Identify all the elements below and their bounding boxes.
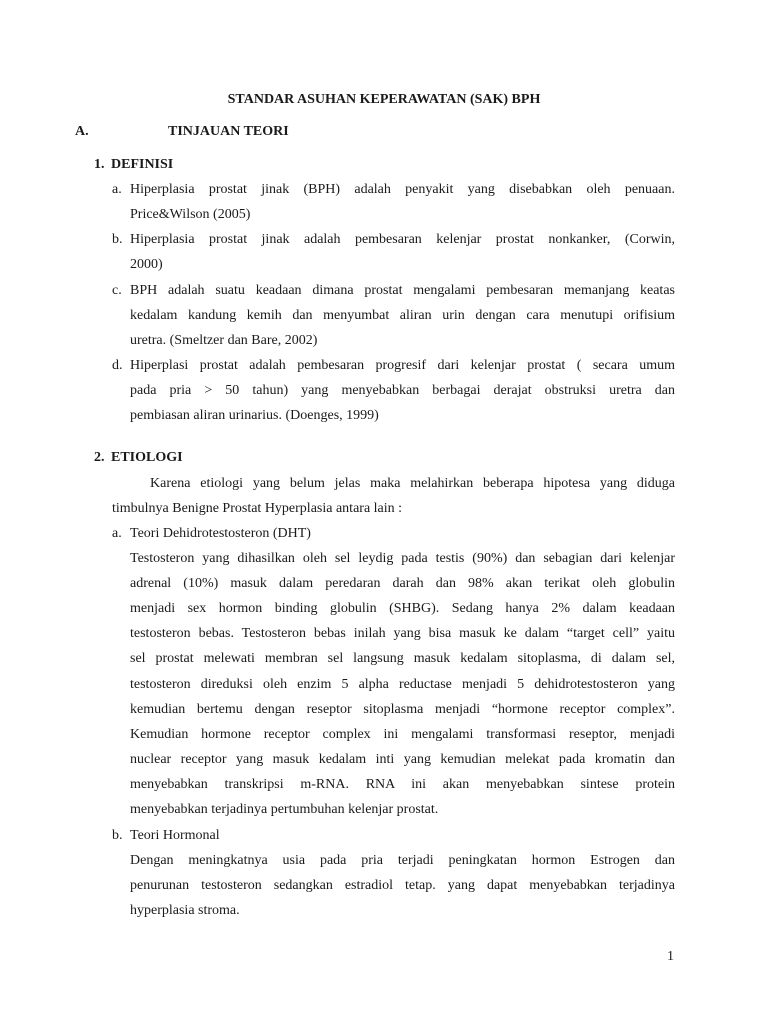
definisi-b-line-1: Hiperplasia prostat jinak adalah pembesaran kelenjar prostat nonkanker, (Corwin, [130, 232, 675, 247]
definisi-b-marker: b. [112, 232, 123, 247]
teori-dht-line-10: menyebabkan transkripsi m-RNA. RNA ini akan menyebabkan sintese protein [130, 777, 675, 792]
teori-dht-line-4: testosteron bebas. Testosteron bebas inilah yang bisa masuk ke dalam “target cell” yaitu [130, 626, 675, 641]
definisi-c-line-1: BPH adalah suatu keadaan dimana prostat mengalami pembesaran memanjang keatas [130, 283, 675, 298]
subsection-2-marker: 2. [94, 450, 105, 465]
definisi-a-line-1: Hiperplasia prostat jinak (BPH) adalah penyakit yang disebabkan oleh penuaan. [130, 182, 675, 197]
teori-dht-line-2: adrenal (10%) masuk dalam peredaran darah dan 98% akan terikat oleh globulin [130, 576, 675, 591]
teori-hormonal-line-1: Dengan meningkatnya usia pada pria terjadi peningkatan hormon Estrogen dan [130, 853, 675, 868]
teori-hormonal-marker: b. [112, 828, 123, 843]
teori-dht-line-1: Testosteron yang dihasilkan oleh sel leydig pada testis (90%) dan sebagian dari kelenjar [130, 551, 675, 566]
teori-hormonal-heading: Teori Hormonal [130, 828, 220, 843]
definisi-d-line-3: pembiasan aliran urinarius. (Doenges, 1999) [130, 408, 379, 423]
definisi-b-line-2: 2000) [130, 257, 163, 272]
teori-dht-line-5: sel prostat melewati membran sel langsung masuk kedalam sitoplasma, di dalam sel, [130, 651, 675, 666]
definisi-a-marker: a. [112, 182, 122, 197]
definisi-c-line-2: kedalam kandung kemih dan menyumbat aliran urin dengan cara menutupi orifisium [130, 308, 675, 323]
definisi-a-line-2: Price&Wilson (2005) [130, 207, 251, 222]
teori-dht-line-3: menjadi sex hormon binding globulin (SHBG). Sedang hanya 2% dalam keadaan [130, 601, 675, 616]
definisi-d-line-1: Hiperplasi prostat adalah pembesaran progresif dari kelenjar prostat ( secara umum [130, 358, 675, 373]
subsection-2-heading: ETIOLOGI [111, 450, 183, 465]
teori-dht-heading: Teori Dehidrotestosteron (DHT) [130, 526, 311, 541]
etiologi-intro-line-2: timbulnya Benigne Prostat Hyperplasia antara lain : [112, 501, 403, 516]
page-number: 1 [667, 949, 674, 964]
definisi-c-line-3: uretra. (Smeltzer dan Bare, 2002) [130, 333, 318, 348]
section-a-marker: A. [75, 124, 89, 139]
teori-hormonal-line-2: penurunan testosteron sedangkan estradiol tetap. yang dapat menyebabkan terjadinya [130, 878, 675, 893]
etiologi-intro-line-1: Karena etiologi yang belum jelas maka melahirkan beberapa hipotesa yang diduga [150, 476, 675, 491]
subsection-1-heading: DEFINISI [111, 157, 174, 172]
teori-dht-line-11: menyebabkan terjadinya pertumbuhan kelenjar prostat. [130, 802, 439, 817]
teori-dht-marker: a. [112, 526, 122, 541]
definisi-d-line-2: pada pria > 50 tahun) yang menyebabkan berbagai derajat obstruksi uretra dan [130, 383, 675, 398]
section-a-heading: TINJAUAN TEORI [168, 124, 289, 139]
teori-dht-line-7: kemudian bertemu dengan reseptor sitoplasma menjadi “hormone receptor complex”. [130, 702, 675, 717]
definisi-c-marker: c. [112, 283, 122, 298]
teori-dht-line-8: Kemudian hormone receptor complex ini mengalami transformasi reseptor, menjadi [130, 727, 675, 742]
document-title: STANDAR ASUHAN KEPERAWATAN (SAK) BPH [227, 92, 541, 107]
teori-dht-line-6: testosteron direduksi oleh enzim 5 alpha reductase menjadi 5 dehidrotestosteron yang [130, 677, 675, 692]
subsection-1-marker: 1. [94, 157, 105, 172]
teori-hormonal-line-3: hyperplasia stroma. [130, 903, 240, 918]
teori-dht-line-9: nuclear receptor yang masuk kedalam inti yang kemudian melekat pada kromatin dan [130, 752, 675, 767]
definisi-d-marker: d. [112, 358, 123, 373]
